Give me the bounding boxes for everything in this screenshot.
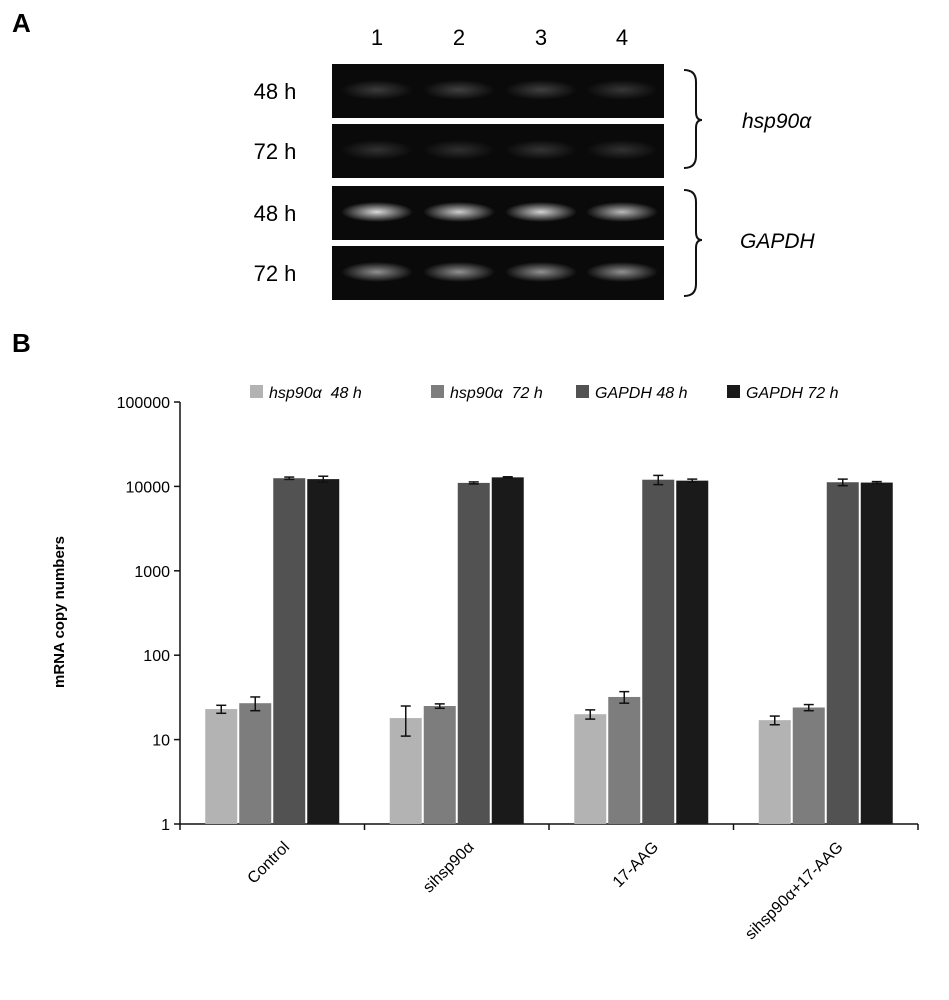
bar — [676, 481, 708, 824]
legend-label: hsp90α 72 h — [450, 385, 543, 402]
bar — [205, 709, 237, 824]
gel-band — [586, 80, 658, 100]
lane-numbers — [371, 25, 628, 50]
y-axis-title: mRNA copy numbers — [51, 536, 68, 688]
legend-label: GAPDH 72 h — [746, 385, 839, 402]
bar — [642, 480, 674, 824]
gel-band — [341, 140, 413, 160]
bar — [458, 483, 490, 824]
bar — [492, 477, 524, 824]
bar — [424, 706, 456, 824]
gel-band — [586, 262, 658, 282]
y-tick-label: 100000 — [116, 395, 170, 412]
gel-band — [505, 262, 577, 282]
lane-number: 1 — [370, 25, 384, 50]
legend-swatch — [250, 385, 263, 398]
gel-band — [505, 202, 577, 222]
category-label: sihsp90α — [420, 838, 478, 897]
chart-bars — [205, 477, 893, 824]
gel-image — [332, 64, 664, 300]
gel-band — [586, 140, 658, 160]
bar — [827, 482, 859, 824]
bar — [574, 714, 606, 824]
gel-row-label: 72 h — [253, 139, 297, 164]
y-tick-label: 1 — [161, 817, 170, 834]
panel-a-label: A — [12, 8, 31, 38]
gel-band — [586, 202, 658, 222]
lane-number: 4 — [615, 25, 629, 50]
panel-b-label: B — [12, 328, 31, 358]
legend-label: hsp90α 48 h — [269, 385, 362, 402]
gel-band — [341, 80, 413, 100]
gel-row-labels — [254, 79, 297, 286]
gel-row-label: 48 h — [253, 79, 297, 104]
y-tick-label: 100 — [143, 648, 170, 666]
lane-number: 3 — [534, 25, 548, 50]
legend-swatch — [576, 385, 589, 398]
gel-band — [505, 80, 577, 100]
hsp90-bracket — [684, 70, 702, 168]
bar — [861, 483, 893, 824]
chart-legend — [250, 385, 839, 402]
lane-number: 2 — [452, 25, 466, 50]
category-label: sihsp90α+17-AAG — [742, 838, 847, 944]
legend-swatch — [727, 385, 740, 398]
bar — [239, 703, 271, 824]
legend-label: GAPDH 48 h — [595, 385, 688, 402]
y-tick-label: 10 — [152, 732, 170, 750]
gel-row-label: 72 h — [253, 261, 297, 286]
gene-label-gapdh: GAPDH — [740, 230, 815, 253]
legend-swatch — [431, 385, 444, 398]
y-tick-label: 10000 — [125, 479, 170, 497]
gel-band — [341, 202, 413, 222]
gel-band — [423, 202, 495, 222]
category-labels — [245, 839, 847, 943]
gel-band — [423, 140, 495, 160]
gene-label-hsp90: hsp90α — [742, 110, 812, 133]
gel-band — [423, 262, 495, 282]
bar — [793, 708, 825, 824]
category-label: 17-AAG — [609, 838, 663, 892]
category-label: Control — [244, 838, 294, 888]
gel-row-label: 48 h — [253, 201, 297, 226]
gapdh-bracket — [684, 190, 702, 296]
gel-band — [505, 140, 577, 160]
bar — [759, 720, 791, 824]
gel-band — [341, 262, 413, 282]
y-tick-label: 1000 — [134, 563, 170, 581]
bar — [273, 478, 305, 824]
bar — [608, 697, 640, 824]
gel-band — [423, 80, 495, 100]
bar — [307, 479, 339, 824]
